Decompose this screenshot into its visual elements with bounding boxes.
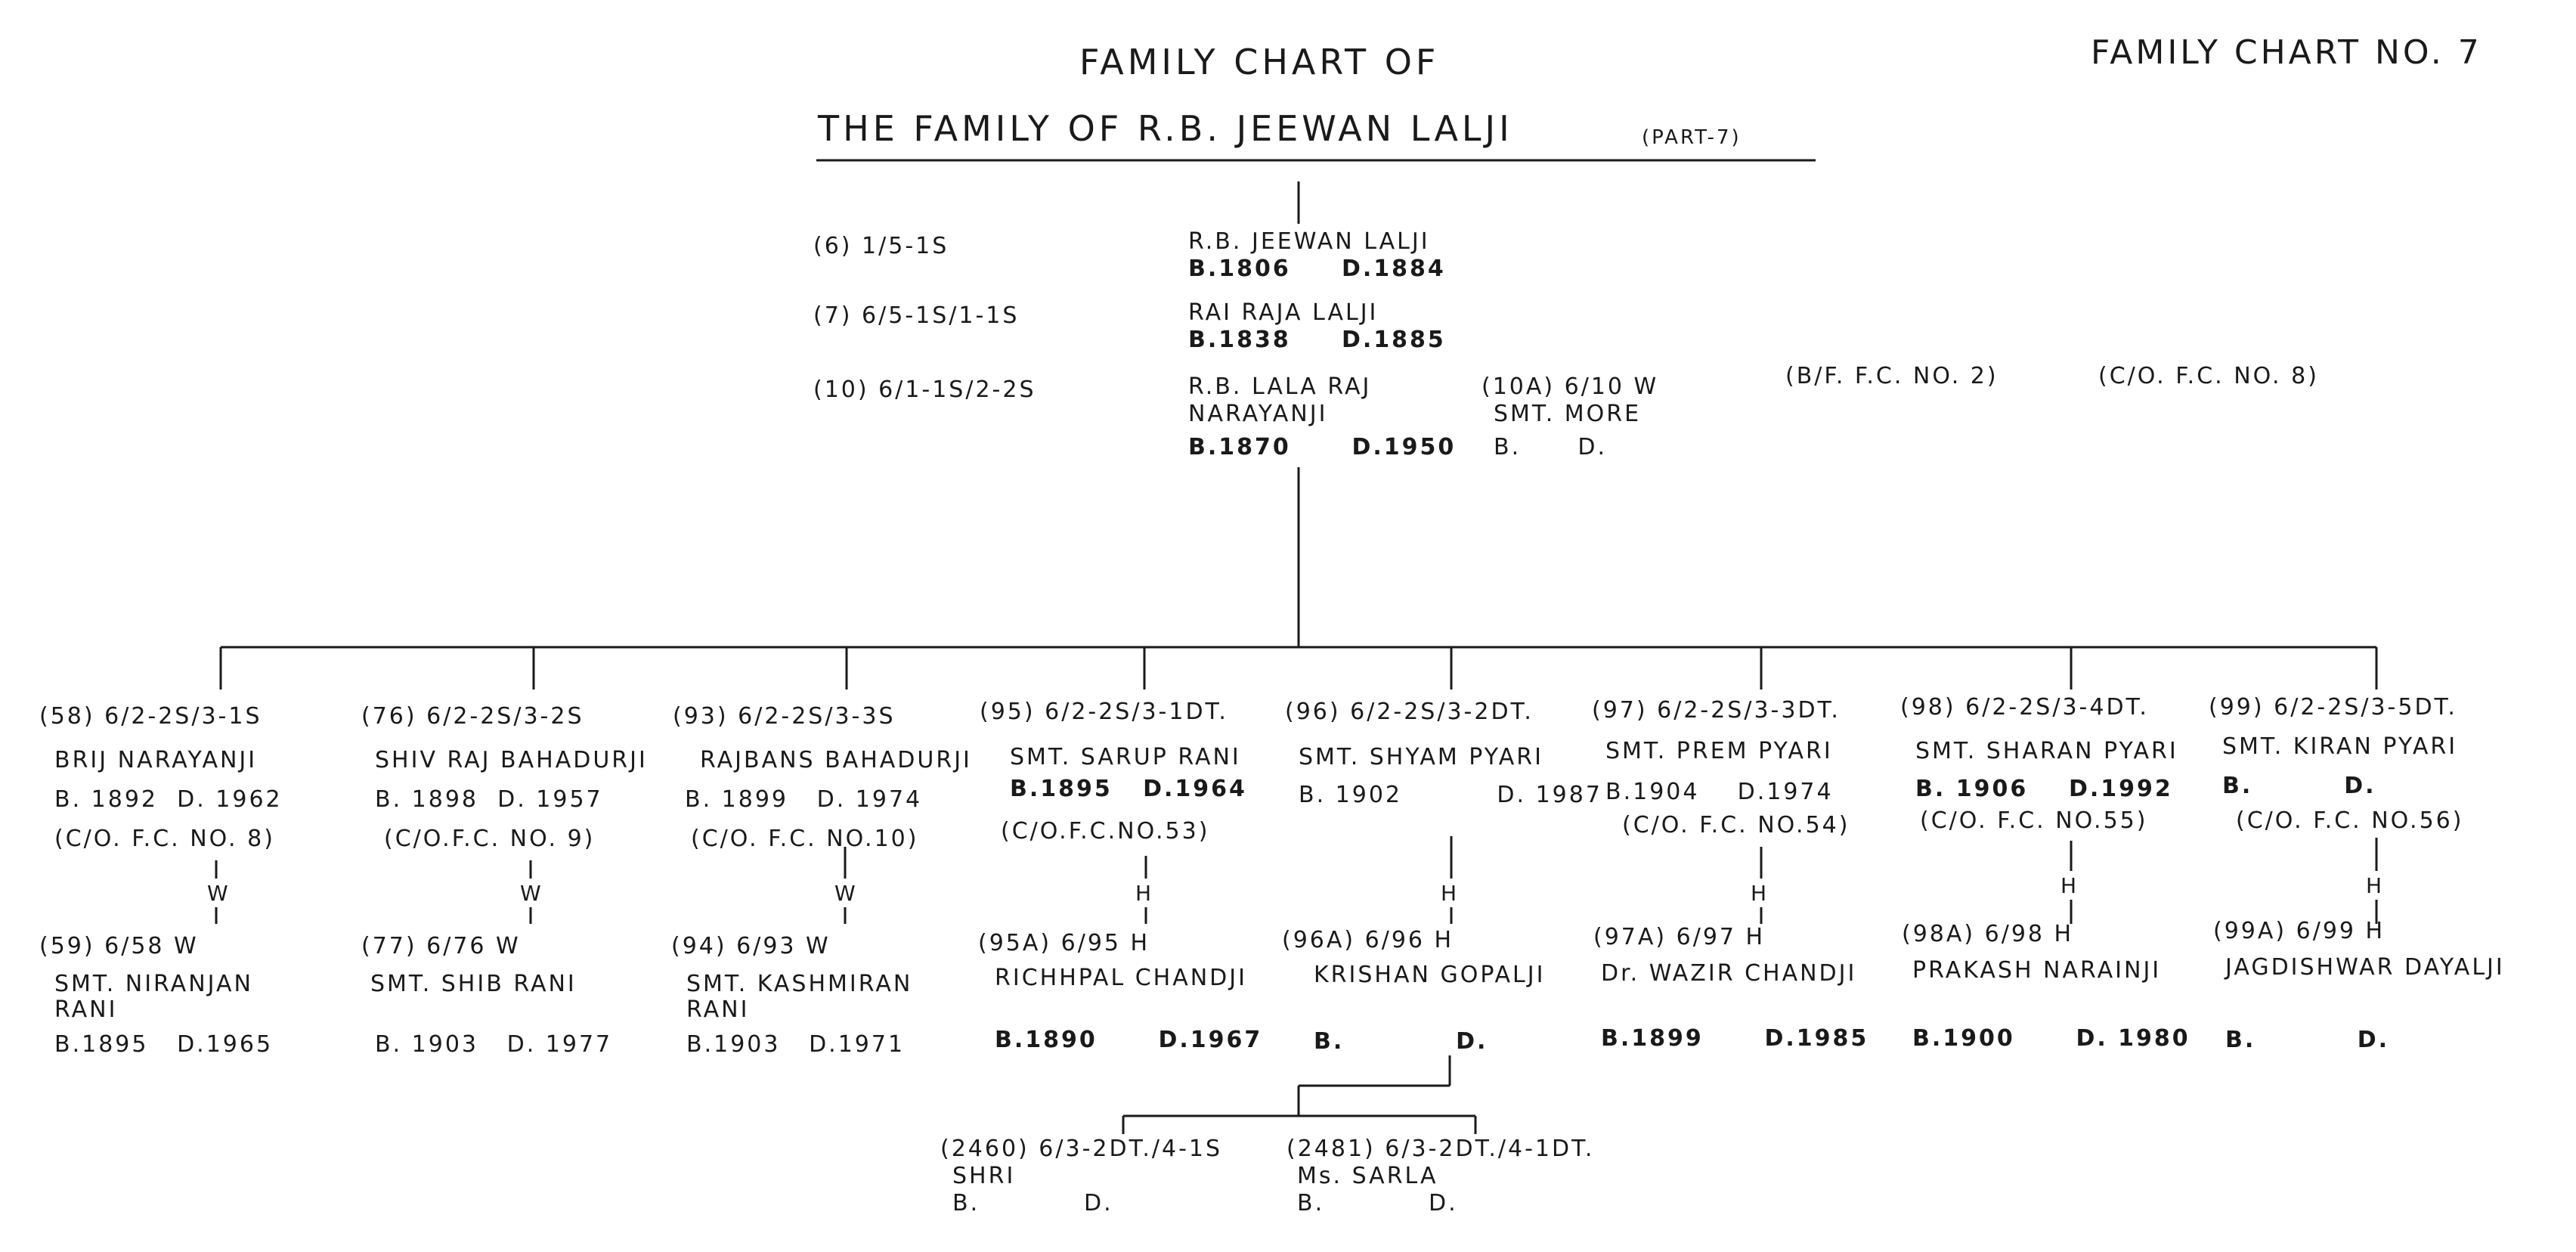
- spouse-node-top: [1482, 373, 1658, 461]
- child-name: RAJBANS BAHADURJI: [700, 747, 972, 773]
- child-dates: B. 1906 D.1992: [1915, 776, 2173, 802]
- child-ref: (C/O. F.C. NO. 8): [54, 826, 275, 852]
- ancestor-node: [1188, 228, 1446, 283]
- spouse-dates: B.1900 D. 1980: [1912, 1025, 2191, 1052]
- spouse-name: Dr. WAZIR CHANDJI: [1601, 960, 1857, 987]
- spouse-dates: B. D.: [2225, 1027, 2390, 1053]
- spouse-name: PRAKASH NARAINJI: [1912, 957, 2162, 984]
- spouse-code: (98A) 6/98 H: [1902, 921, 2074, 947]
- ancestor-name: R.B. LALA RAJ: [1188, 373, 1372, 400]
- spouse-dates: B.1895 D.1965: [54, 1031, 274, 1058]
- link-letter: H: [1751, 881, 1769, 906]
- ancestor-dates: B.1870 D.1950: [1188, 434, 1457, 460]
- child-name: SMT. SHYAM PYARI: [1299, 744, 1543, 770]
- chart-subtitle: THE FAMILY OF R.B. JEEWAN LALJI: [818, 108, 1513, 149]
- crossref-bf: (B/F. F.C. NO. 2): [1785, 363, 1999, 389]
- child-ref: (C/O. F.C. NO.54): [1622, 812, 1850, 838]
- child-ref: (C/O.F.C. NO. 9): [384, 826, 596, 852]
- grandchild-code: (2481) 6/3-2DT./4-1DT.: [1286, 1136, 1595, 1162]
- spouse-dates: B.1890 D.1967: [995, 1027, 1263, 1053]
- spouse-dates: B. 1903 D. 1977: [375, 1031, 613, 1058]
- child-dates: B.1904 D.1974: [1605, 779, 1834, 805]
- spouse-name-cont: RANI: [54, 996, 118, 1023]
- child-code: (58) 6/2-2S/3-1S: [39, 703, 262, 730]
- ancestor-dates: B.1806 D.1884: [1188, 256, 1446, 282]
- link-letter: W: [207, 881, 231, 906]
- child-ref: (C/O. F.C. NO.10): [691, 826, 919, 852]
- spouse-code: (99A) 6/99 H: [2213, 918, 2386, 944]
- grandchild-dates: B. D.: [1297, 1190, 1458, 1216]
- grandchild-node: [940, 1136, 1222, 1217]
- grandchild-dates: B. D.: [952, 1190, 1113, 1216]
- child-dates: B. D.: [2222, 773, 2376, 799]
- child-code: (95) 6/2-2S/3-1DT.: [980, 699, 1228, 725]
- ancestor-code: (6) 1/5-1S: [813, 233, 949, 259]
- ancestor-name: RAI RAJA LALJI: [1188, 299, 1379, 326]
- child-name: SMT. KIRAN PYARI: [2222, 733, 2458, 760]
- child-name: SMT. SARUP RANI: [1010, 744, 1241, 770]
- spouse-code: (95A) 6/95 H: [978, 930, 1150, 956]
- spouse-code: (94) 6/93 W: [671, 933, 831, 959]
- grandchild-node: [1286, 1136, 1594, 1217]
- child-dates: B. 1898 D. 1957: [375, 786, 603, 813]
- spouse-name: JAGDISHWAR DAYALJI: [2225, 954, 2505, 981]
- link-letter: H: [1441, 881, 1460, 906]
- spouse-name: SMT. SHIB RANI: [370, 971, 577, 997]
- child-code: (99) 6/2-2S/3-5DT.: [2209, 694, 2457, 721]
- ancestor-dates: B.1838 D.1885: [1188, 327, 1446, 353]
- child-name: SMT. PREM PYARI: [1605, 738, 1833, 764]
- child-name: BRIJ NARAYANJI: [54, 747, 258, 773]
- child-ref: (C/O. F.C. NO.55): [1920, 807, 2148, 834]
- child-code: (96) 6/2-2S/3-2DT.: [1285, 699, 1534, 725]
- spouse-name: RICHHPAL CHANDJI: [995, 965, 1247, 991]
- ancestor-node: [1188, 373, 1456, 461]
- ancestor-code: (7) 6/5-1S/1-1S: [813, 302, 1020, 329]
- child-code: (76) 6/2-2S/3-2S: [361, 703, 584, 730]
- spouse-code: (10A) 6/10 W: [1482, 373, 1659, 400]
- spouse-code: (59) 6/58 W: [39, 933, 199, 959]
- spouse-dates: B. D.: [1494, 434, 1607, 460]
- child-dates: B. 1892 D. 1962: [54, 786, 283, 813]
- spouse-code: (96A) 6/96 H: [1282, 927, 1454, 953]
- spouse-name: SMT. MORE: [1494, 401, 1642, 427]
- chart-part: (PART-7): [1642, 126, 1742, 149]
- child-code: (97) 6/2-2S/3-3DT.: [1592, 697, 1841, 724]
- ancestor-name-cont: NARAYANJI: [1188, 401, 1328, 427]
- spouse-name: SMT. NIRANJAN: [54, 971, 253, 997]
- child-name: SMT. SHARAN PYARI: [1915, 738, 2178, 764]
- child-dates: B. 1899 D. 1974: [685, 786, 923, 813]
- grandchild-code: (2460) 6/3-2DT./4-1S: [940, 1136, 1223, 1162]
- child-name: SHIV RAJ BAHADURJI: [375, 747, 648, 773]
- spouse-code: (97A) 6/97 H: [1593, 924, 1766, 950]
- grandchild-name: SHRI: [952, 1163, 1016, 1189]
- link-letter: W: [520, 881, 543, 906]
- link-letter: H: [1135, 881, 1154, 906]
- spouse-name: KRISHAN GOPALJI: [1314, 962, 1546, 988]
- child-ref: (C/O.F.C.NO.53): [1001, 818, 1210, 844]
- spouse-name-cont: RANI: [686, 996, 750, 1023]
- link-letter: W: [834, 881, 858, 906]
- spouse-dates: B.1903 D.1971: [686, 1031, 906, 1058]
- child-ref: (C/O. F.C. NO.56): [2236, 807, 2464, 834]
- ancestor-name: R.B. JEEWAN LALJI: [1188, 228, 1430, 255]
- child-code: (98) 6/2-2S/3-4DT.: [1900, 694, 2149, 721]
- child-dates: B.1895 D.1964: [1010, 776, 1247, 802]
- spouse-dates: B.1899 D.1985: [1601, 1025, 1869, 1052]
- spouse-dates: B. D.: [1314, 1028, 1488, 1055]
- chart-title: FAMILY CHART OF: [1079, 42, 1440, 82]
- child-dates: B. 1902 D. 1987: [1299, 782, 1602, 808]
- crossref-co: (C/O. F.C. NO. 8): [2098, 363, 2319, 389]
- spouse-code: (77) 6/76 W: [361, 933, 521, 959]
- chart-number: FAMILY CHART NO. 7: [2091, 33, 2482, 72]
- link-letter: H: [2366, 873, 2385, 898]
- spouse-name: SMT. KASHMIRAN: [686, 971, 913, 997]
- child-code: (93) 6/2-2S/3-3S: [673, 703, 896, 730]
- grandchild-name: Ms. SARLA: [1297, 1163, 1438, 1189]
- ancestor-node: [1188, 299, 1446, 354]
- ancestor-code: (10) 6/1-1S/2-2S: [813, 377, 1036, 403]
- link-letter: H: [2060, 873, 2079, 898]
